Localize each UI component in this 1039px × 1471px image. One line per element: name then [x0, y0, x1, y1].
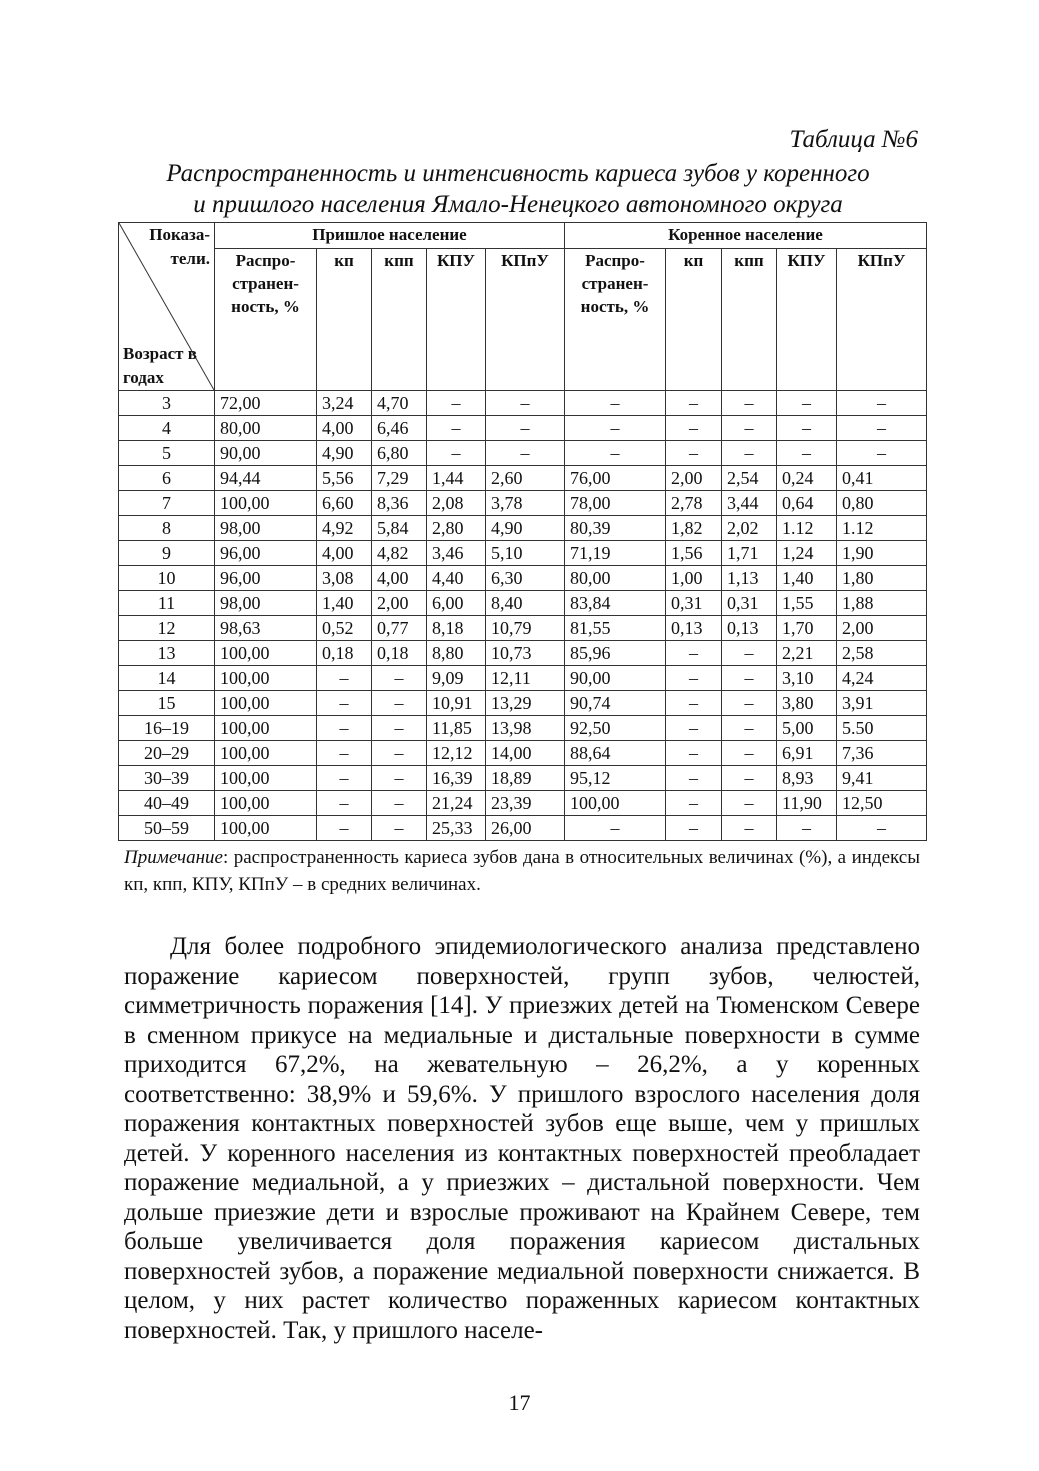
- table-row: [119, 566, 927, 591]
- value-cell: 100,00: [215, 816, 317, 841]
- value-cell: 76,00: [565, 466, 666, 491]
- value-cell: 4,70: [372, 391, 427, 416]
- value-cell: 1.12: [837, 516, 927, 541]
- value-cell: –: [486, 391, 565, 416]
- value-cell: –: [317, 816, 372, 841]
- value-cell: 2,00: [666, 466, 722, 491]
- value-cell: –: [565, 441, 666, 466]
- table-row: [119, 766, 927, 791]
- age-cell: 4: [119, 416, 215, 441]
- table-row: [119, 716, 927, 741]
- value-cell: 1,80: [837, 566, 927, 591]
- value-cell: 100,00: [215, 641, 317, 666]
- value-cell: –: [666, 791, 722, 816]
- value-cell: 6,46: [372, 416, 427, 441]
- value-cell: –: [666, 416, 722, 441]
- table-title: [118, 158, 918, 220]
- subheader-row: [119, 249, 927, 391]
- subheader-2: кпп: [372, 249, 427, 391]
- value-cell: 100,00: [215, 491, 317, 516]
- value-cell: –: [372, 691, 427, 716]
- age-cell: 3: [119, 391, 215, 416]
- value-cell: 100,00: [215, 666, 317, 691]
- table-title-line-1: Распространенность и интенсивность кариеса зубов у коренного: [166, 160, 870, 187]
- value-cell: –: [372, 741, 427, 766]
- value-cell: 0,52: [317, 616, 372, 641]
- age-cell: 7: [119, 491, 215, 516]
- subheader-7: кпп: [722, 249, 777, 391]
- value-cell: –: [666, 741, 722, 766]
- value-cell: –: [317, 766, 372, 791]
- value-cell: –: [666, 641, 722, 666]
- value-cell: 23,39: [486, 791, 565, 816]
- table-title-line-2: и пришлого населения Ямало-Ненецкого автономного округа: [193, 191, 843, 218]
- value-cell: 2,00: [837, 616, 927, 641]
- value-cell: –: [722, 641, 777, 666]
- value-cell: 1,00: [666, 566, 722, 591]
- corner-bottom-label: Возраст в годах: [123, 344, 197, 387]
- value-cell: –: [722, 441, 777, 466]
- value-cell: 96,00: [215, 566, 317, 591]
- value-cell: 0,77: [372, 616, 427, 641]
- value-cell: 4,24: [837, 666, 927, 691]
- value-cell: 83,84: [565, 591, 666, 616]
- value-cell: –: [565, 391, 666, 416]
- value-cell: –: [317, 691, 372, 716]
- value-cell: 3,78: [486, 491, 565, 516]
- value-cell: –: [722, 391, 777, 416]
- page-number: 17: [508, 1390, 531, 1415]
- value-cell: 9,41: [837, 766, 927, 791]
- value-cell: 4,82: [372, 541, 427, 566]
- value-cell: –: [317, 716, 372, 741]
- value-cell: 14,00: [486, 741, 565, 766]
- value-cell: 12,50: [837, 791, 927, 816]
- value-cell: 1,70: [777, 616, 837, 641]
- value-cell: 100,00: [215, 716, 317, 741]
- value-cell: –: [722, 666, 777, 691]
- value-cell: 94,44: [215, 466, 317, 491]
- age-cell: 9: [119, 541, 215, 566]
- value-cell: 3,44: [722, 491, 777, 516]
- age-cell: 14: [119, 666, 215, 691]
- value-cell: 4,40: [427, 566, 486, 591]
- subheader-8: КПУ: [777, 249, 837, 391]
- value-cell: 5,56: [317, 466, 372, 491]
- value-cell: –: [837, 391, 927, 416]
- value-cell: 6,60: [317, 491, 372, 516]
- value-cell: –: [317, 666, 372, 691]
- value-cell: –: [722, 791, 777, 816]
- subheader-3: КПУ: [427, 249, 486, 391]
- value-cell: 8,93: [777, 766, 837, 791]
- age-cell: 15: [119, 691, 215, 716]
- value-cell: 98,00: [215, 591, 317, 616]
- value-cell: 25,33: [427, 816, 486, 841]
- value-cell: 4,00: [317, 541, 372, 566]
- corner-top-label: Показа-тели.: [149, 225, 210, 268]
- value-cell: 90,00: [215, 441, 317, 466]
- value-cell: 2,02: [722, 516, 777, 541]
- table-row: [119, 516, 927, 541]
- age-cell: 6: [119, 466, 215, 491]
- value-cell: 1,40: [317, 591, 372, 616]
- table-row: [119, 616, 927, 641]
- value-cell: –: [666, 691, 722, 716]
- value-cell: 92,50: [565, 716, 666, 741]
- table-number: Таблица №6: [789, 126, 918, 153]
- age-cell: 20–29: [119, 741, 215, 766]
- value-cell: 1,88: [837, 591, 927, 616]
- value-cell: 81,55: [565, 616, 666, 641]
- subheader-0: Распро-странен-ность, %: [215, 249, 317, 391]
- age-cell: 10: [119, 566, 215, 591]
- table-row: [119, 591, 927, 616]
- table-row: [119, 791, 927, 816]
- body-text: [124, 932, 920, 1345]
- value-cell: 0,24: [777, 466, 837, 491]
- age-cell: 11: [119, 591, 215, 616]
- value-cell: –: [777, 391, 837, 416]
- value-cell: 3,46: [427, 541, 486, 566]
- value-cell: 0,18: [317, 641, 372, 666]
- value-cell: –: [565, 816, 666, 841]
- table-row: [119, 416, 927, 441]
- value-cell: –: [837, 816, 927, 841]
- value-cell: –: [565, 416, 666, 441]
- value-cell: 11,85: [427, 716, 486, 741]
- value-cell: 3,08: [317, 566, 372, 591]
- value-cell: 98,00: [215, 516, 317, 541]
- table-row: [119, 491, 927, 516]
- value-cell: –: [837, 441, 927, 466]
- value-cell: 3,24: [317, 391, 372, 416]
- value-cell: –: [427, 391, 486, 416]
- table-row: [119, 816, 927, 841]
- value-cell: 10,91: [427, 691, 486, 716]
- value-cell: 6,91: [777, 741, 837, 766]
- value-cell: 0,13: [722, 616, 777, 641]
- value-cell: –: [372, 666, 427, 691]
- caries-table: [118, 222, 927, 841]
- table-row: [119, 466, 927, 491]
- age-cell: 16–19: [119, 716, 215, 741]
- value-cell: 1.12: [777, 516, 837, 541]
- value-cell: 4,00: [317, 416, 372, 441]
- value-cell: 2,21: [777, 641, 837, 666]
- value-cell: –: [372, 716, 427, 741]
- table-note: [124, 844, 920, 898]
- value-cell: 1,13: [722, 566, 777, 591]
- value-cell: –: [666, 391, 722, 416]
- value-cell: 2,78: [666, 491, 722, 516]
- value-cell: 5,10: [486, 541, 565, 566]
- value-cell: 4,90: [317, 441, 372, 466]
- value-cell: –: [777, 416, 837, 441]
- value-cell: 16,39: [427, 766, 486, 791]
- value-cell: 7,36: [837, 741, 927, 766]
- subheader-6: кп: [666, 249, 722, 391]
- value-cell: 3,80: [777, 691, 837, 716]
- value-cell: –: [722, 766, 777, 791]
- table-body: [119, 391, 927, 841]
- value-cell: 18,89: [486, 766, 565, 791]
- value-cell: 0,80: [837, 491, 927, 516]
- value-cell: 100,00: [215, 691, 317, 716]
- value-cell: 1,55: [777, 591, 837, 616]
- value-cell: 95,12: [565, 766, 666, 791]
- value-cell: 5,00: [777, 716, 837, 741]
- age-cell: 13: [119, 641, 215, 666]
- value-cell: –: [372, 766, 427, 791]
- value-cell: 10,73: [486, 641, 565, 666]
- age-cell: 50–59: [119, 816, 215, 841]
- value-cell: 7,29: [372, 466, 427, 491]
- corner-header: [119, 223, 215, 391]
- value-cell: 1,90: [837, 541, 927, 566]
- value-cell: 100,00: [215, 741, 317, 766]
- value-cell: 21,24: [427, 791, 486, 816]
- value-cell: 0,31: [666, 591, 722, 616]
- value-cell: 8,18: [427, 616, 486, 641]
- value-cell: 85,96: [565, 641, 666, 666]
- value-cell: 78,00: [565, 491, 666, 516]
- value-cell: 4,90: [486, 516, 565, 541]
- value-cell: 2,80: [427, 516, 486, 541]
- value-cell: –: [777, 816, 837, 841]
- value-cell: 1,56: [666, 541, 722, 566]
- age-cell: 8: [119, 516, 215, 541]
- value-cell: 6,30: [486, 566, 565, 591]
- value-cell: 13,98: [486, 716, 565, 741]
- value-cell: 3,10: [777, 666, 837, 691]
- value-cell: 0,13: [666, 616, 722, 641]
- age-cell: 40–49: [119, 791, 215, 816]
- value-cell: –: [666, 816, 722, 841]
- value-cell: 5,84: [372, 516, 427, 541]
- value-cell: –: [666, 716, 722, 741]
- value-cell: 100,00: [565, 791, 666, 816]
- value-cell: 1,44: [427, 466, 486, 491]
- table-row: [119, 666, 927, 691]
- value-cell: 1,82: [666, 516, 722, 541]
- value-cell: –: [427, 441, 486, 466]
- subheader-4: КПпУ: [486, 249, 565, 391]
- value-cell: 5.50: [837, 716, 927, 741]
- value-cell: 26,00: [486, 816, 565, 841]
- value-cell: –: [837, 416, 927, 441]
- value-cell: –: [722, 691, 777, 716]
- table-row: [119, 441, 927, 466]
- value-cell: 1,71: [722, 541, 777, 566]
- value-cell: 2,00: [372, 591, 427, 616]
- value-cell: –: [317, 741, 372, 766]
- note-label: Примечание: [124, 847, 223, 868]
- table-row: [119, 741, 927, 766]
- value-cell: 6,80: [372, 441, 427, 466]
- value-cell: 1,24: [777, 541, 837, 566]
- value-cell: 0,31: [722, 591, 777, 616]
- value-cell: 12,11: [486, 666, 565, 691]
- value-cell: –: [666, 766, 722, 791]
- group-header-migrant: Пришлое население: [215, 223, 565, 249]
- value-cell: –: [722, 816, 777, 841]
- value-cell: –: [722, 741, 777, 766]
- value-cell: 71,19: [565, 541, 666, 566]
- value-cell: –: [372, 816, 427, 841]
- value-cell: 90,74: [565, 691, 666, 716]
- value-cell: –: [427, 416, 486, 441]
- value-cell: 0,18: [372, 641, 427, 666]
- value-cell: –: [777, 441, 837, 466]
- table-row: [119, 691, 927, 716]
- value-cell: 98,63: [215, 616, 317, 641]
- value-cell: 80,00: [215, 416, 317, 441]
- value-cell: –: [722, 416, 777, 441]
- subheader-9: КПпУ: [837, 249, 927, 391]
- value-cell: –: [666, 441, 722, 466]
- value-cell: –: [372, 791, 427, 816]
- value-cell: 4,00: [372, 566, 427, 591]
- age-cell: 5: [119, 441, 215, 466]
- value-cell: 10,79: [486, 616, 565, 641]
- value-cell: 0,41: [837, 466, 927, 491]
- value-cell: 72,00: [215, 391, 317, 416]
- value-cell: 100,00: [215, 766, 317, 791]
- subheader-1: кп: [317, 249, 372, 391]
- value-cell: 9,09: [427, 666, 486, 691]
- value-cell: 12,12: [427, 741, 486, 766]
- body-paragraph: Для более подробного эпидемиологического анализа представлено поражение кариесом поверхностей, групп зубов, челюстей, симметричность поражения [14]. У приезжих детей на Тюменском Севере в сменном прикусе на медиальные и дистальные поверхности в сумме приходится 67,2%, на жевательную – 26,2%, а у коренных соответственно: 38,9% и 59,6%. У пришлого взрослого населения доля поражения контактных поверхностей зубов еще выше, чем у пришлых детей. У коренного населения из контактных поверхностей преобладает поражение медиальной, а у приезжих – дистальной поверхности. Чем дольше приезжие дети и взрослые проживают на Крайнем Севере, тем больше увеличивается доля поражения кариесом дистальных поверхностей зубов, а поражение медиальной поверхности снижается. В целом, у них растет количество пораженных кариесом контактных поверхностей. Так, у пришлого населе-: [124, 933, 920, 1344]
- value-cell: 8,40: [486, 591, 565, 616]
- value-cell: 8,80: [427, 641, 486, 666]
- group-header-indigenous: Коренное население: [565, 223, 927, 249]
- subheader-5: Распро-странен-ность, %: [565, 249, 666, 391]
- value-cell: –: [486, 441, 565, 466]
- value-cell: 80,39: [565, 516, 666, 541]
- table-row: [119, 391, 927, 416]
- value-cell: 2,58: [837, 641, 927, 666]
- value-cell: –: [666, 666, 722, 691]
- value-cell: 3,91: [837, 691, 927, 716]
- table-row: [119, 541, 927, 566]
- value-cell: 0,64: [777, 491, 837, 516]
- value-cell: 90,00: [565, 666, 666, 691]
- value-cell: 11,90: [777, 791, 837, 816]
- value-cell: –: [486, 416, 565, 441]
- value-cell: 2,60: [486, 466, 565, 491]
- age-cell: 12: [119, 616, 215, 641]
- value-cell: 1,40: [777, 566, 837, 591]
- value-cell: 2,08: [427, 491, 486, 516]
- note-text: : распространенность кариеса зубов дана в относительных величинах (%), а индексы кп, кпп, КПУ, КПпУ – в средних величинах.: [124, 847, 920, 895]
- value-cell: 13,29: [486, 691, 565, 716]
- value-cell: 100,00: [215, 791, 317, 816]
- value-cell: 96,00: [215, 541, 317, 566]
- table-row: [119, 641, 927, 666]
- value-cell: 6,00: [427, 591, 486, 616]
- value-cell: 88,64: [565, 741, 666, 766]
- value-cell: –: [722, 716, 777, 741]
- value-cell: 4,92: [317, 516, 372, 541]
- value-cell: 2,54: [722, 466, 777, 491]
- value-cell: 80,00: [565, 566, 666, 591]
- value-cell: 8,36: [372, 491, 427, 516]
- value-cell: –: [317, 791, 372, 816]
- age-cell: 30–39: [119, 766, 215, 791]
